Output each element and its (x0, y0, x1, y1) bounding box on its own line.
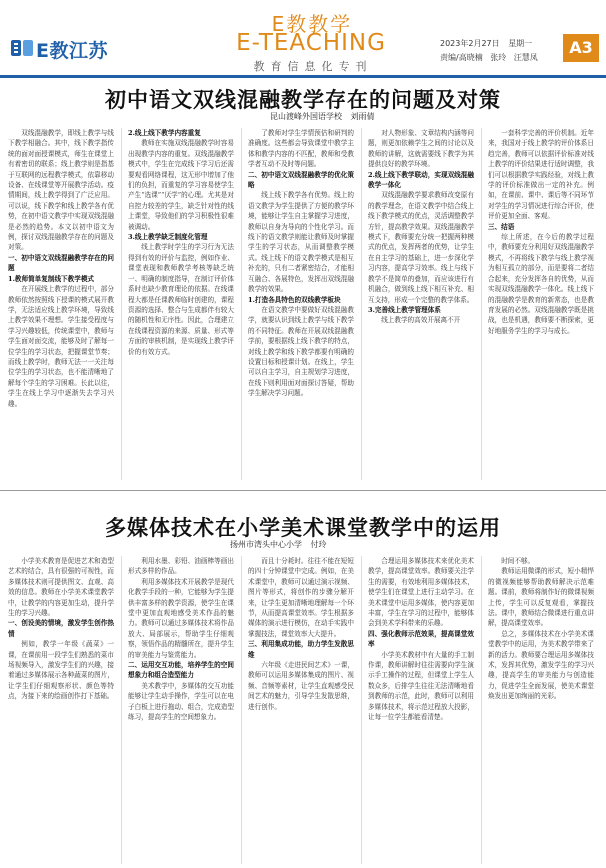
paragraph: 教师运用微课的形式，短小精悍的微视频能够帮助教师解决示范难题。课前，教师将制作好的微课视频上传，学生可以反复观看，掌握技法。课中，教师结合微课进行重点讲解，提高课堂效率。 (488, 567, 594, 628)
section-heading: 二、运用交互功能，培养学生的空间想象力和组合造型能力 (128, 661, 234, 680)
article1-school: 昆山渡峰外国语学校 (270, 112, 342, 121)
article2-column-1 (8, 556, 114, 864)
article2-column-3 (248, 556, 354, 864)
section-heading: 2.线上线下教学联动，实现双线混融教学一体化 (368, 170, 474, 190)
column-separator (121, 556, 122, 864)
section-heading: 一、创设美的情境，激发学生创作热情 (8, 619, 114, 638)
paragraph: 线上教学时学生的学习行为无法得到有效的评价与监控，例如作业、课堂表现和教师教学考核等缺乏统一、明确的制度指导，在制订评价体系时也缺少教育理论的依据。在线课程大都是任课教师临时创建的，课程资源的选择、整合与生成都伴有较大的随机性和无序性。因此，合理建立在线课程资源的来源、质量、形式等方面的审核机制，是实现线上教学评价的有效方式。 (128, 243, 234, 356)
section-heading: 三、利用集成功能，助力学生发散思维 (248, 640, 354, 659)
paragraph: 在语文教学中要做好双线混融教学，就要认识到线上教学与线下教学的不同特征。教师在开展双线混融教学前，要根据线上线下教学的特点，对线上教学和线下教学都要有明确的设置目标和授课计划。在线上，学生可以自主学习，自主规划学习进度，在线下则利用面对面探讨答疑，帮助学生解决学习问题。 (248, 305, 354, 398)
section-heading: 3.线上教学缺乏制度化管理 (128, 233, 208, 242)
article1-author: 刘雨倩 (350, 112, 375, 121)
column-separator (481, 556, 482, 864)
column-separator (361, 556, 362, 864)
article2-author: 付玲 (310, 540, 327, 549)
section-heading: 2.线上线下教学内容重复 (128, 129, 201, 137)
section-heading: 一、初中语文双线混融教学存在的问题 (8, 253, 114, 273)
column-separator (241, 128, 242, 480)
paragraph: 小学美术教育是促进艺术和造型艺术的结合，具有很强的可视性，而多媒体技术则可提供图文、直观、高效的信息。教师在小学美术课堂教学中，让教学的内容更加生动，提升学生的学习兴趣。 (8, 557, 114, 618)
header-rule (0, 75, 606, 78)
editor-1: 责编/高晓楠 (440, 53, 483, 62)
masthead-en: E-TEACHING (236, 30, 386, 56)
paragraph: 而且十分耗时。往往不能在短短的四十分钟课堂中完成。例如，在美术课堂中，教师可以通过演示视频、图片等形式，将创作的步骤分解开来，让学生更加清晰地理解每一个环节，从而提高课堂效率。学生根据多媒体的演示进行模仿，在动手实践中掌握技法，课堂效率大大提升。 (248, 557, 354, 638)
paragraph: 美术教学中，多媒体的交互功能能够让学生动手操作，学生可以在电子白板上进行拖动、组合，完成造型练习，提高学生的空间想象力。 (128, 681, 234, 722)
issue-date (440, 38, 538, 49)
section-heading: 1.打造各具特色的双线教学板块 (248, 295, 341, 304)
paragraph: 例如，教学一年级《蔬菜》一课，在课前用一段学生们熟悉的菜市场视频导入，激发学生们的兴趣，接着通过多媒体展示各种蔬菜的图片，让学生们仔细观察形状、颜色等特点，为接下来的绘画创作打下基础。 (8, 640, 114, 701)
paragraph: 合理运用多媒体技术来优化美术教学，提高课堂效率。教师要关注学生的需要，有效地利用多媒体技术，使学生们在课堂上进行主动学习。在美术课堂中运用多媒体，使内容更加丰富，学生在学习的过程中，能够体会到美术学科带来的乐趣。 (368, 557, 474, 628)
page-number-badge: A3 (563, 34, 599, 62)
column-separator (481, 128, 482, 480)
article1-column-2 (128, 128, 234, 480)
masthead-cn: E教教学 (271, 12, 353, 36)
article2-title: 多媒体技术在小学美术课堂教学中的运用 (105, 516, 501, 540)
column-separator (361, 128, 362, 480)
paragraph: 六年级《走进民间艺术》一课，教师可以运用多媒体集成的图片、视频、音频等素材，让学生直观感受民间艺术的魅力，引导学生发散思维，进行创作。 (248, 661, 354, 711)
section-heading: 二、初中语文双线混融教学的优化策略 (248, 170, 354, 190)
logo-icon (10, 38, 34, 58)
column-separator (121, 128, 122, 480)
page-header (0, 0, 606, 78)
paragraph: 综上所述，在今后的教学过程中，教师要充分利用好双线混融教学模式，不再将线下教学与线上教学视为相互孤立的部分，而是要将二者结合起来，充分发挥各自的优势，从而实现双线混融教学一体化。线上线下的混融教学是教育的新常态，也是教育发展的必然。双线混融教学既是挑战，也是机遇，教师要不断探索，更好地服务学生的学习与成长。 (488, 233, 594, 335)
article2-column-5 (488, 556, 594, 864)
editor-2: 张玲 (490, 53, 507, 62)
paragraph: 对人物形象、文章结构内涵等问题，则更加依赖学生之间的讨论以及教师的讲解，这就需要线下教学为其提供良好的教学环境。 (368, 129, 474, 169)
article1-column-1 (8, 128, 114, 480)
section-heading: 三、结语 (488, 222, 515, 231)
article2-column-2 (128, 556, 234, 864)
paragraph: 了教师对学生学情预估和研判的准确度。这些都会导致课堂中教学主体和教学内容的不匹配，教师和受教学者互动不及时等问题。 (248, 129, 354, 169)
masthead-subtitle: 教育信息化专刊 (253, 60, 373, 73)
date-text: 2023年2月27日 (440, 39, 500, 48)
article2-school: 扬州市湾头中心小学 (230, 540, 302, 549)
article1-byline (270, 111, 381, 122)
logo-text: E教江苏 (36, 40, 108, 62)
paragraph: 在开展线上教学的过程中，部分教师依然按照线下授课的模式展开教学，无法适应线上教学环境，导致线上教学效果不理想。学生接受程度与学习兴趣较低，传统课堂中，教师与学生面对面交流，能够及时了解每一位学生的学习状态，把握课堂节奏；而线上教学时，教师无法一一关注每位学生的学习状态，也不能清晰地了解每个学生的学习困难。长此以往，学生在线上学习中逐渐失去学习兴趣。 (8, 285, 114, 408)
section-heading: 四、强化教师示范效果，提高课堂效率 (368, 629, 474, 649)
paragraph: 小学美术教材中有大量的手工制作课，教师讲解时往往需要向学生演示手工操作的过程，但课堂上学生人数众多，后排学生往往无法清晰地看到教师的示范，此时，教师可以利用多媒体技术，将示范过程放大投影，让每一位学生都能看清楚。 (368, 650, 474, 722)
section-heading: 1.教师简单复制线下教学模式 (8, 274, 95, 283)
article1-column-3 (248, 128, 354, 480)
paragraph: 教师在实施双线混融教学时容易出现教学内容的重复。双线混融教学模式中，学生在完成线下学习后还需要观看网络课程，这无形中增加了他们的负担，而重复的学习容易使学生产生“选课”“厌学”的心理。尤其是对自控力较差的学生，缺乏针对性的线上课堂，导致他们的学习积极性很难被调动。 (128, 139, 234, 231)
article1-title: 初中语文双线混融教学存在的问题及对策 (105, 88, 501, 112)
paragraph: 总之，多媒体技术在小学美术课堂教学中的运用，为美术教学带来了新的活力。教师要合理运用多媒体技术，发挥其优势，激发学生的学习兴趣，提高学生的审美能力与创造能力，促进学生全面发展，使美术课堂焕发出更加绚丽的光彩。 (488, 629, 594, 701)
paragraph: 双线混融教学要求教师改变原有的教学理念，在语文教学中结合线上线下教学模式的优点，灵活调整教学方针，提高教学效果。双线混融教学模式下，教师要充分统一把握两种模式的优点，发挥两者的优势，让学生在自主学习的基础上，进一步深化学习内容，提高学习效率。线上与线下教学不是简单的叠加，而应该进行有机融合，做到线上线下相互补充、相互支持，形成一个完整的教学体系。 (368, 191, 474, 304)
article1-column-5 (488, 128, 594, 480)
article1-column-4 (368, 128, 474, 480)
paragraph: 线上线下教学各有优势。线上的语文教学为学生提供了方便的教学环境，能够让学生自主掌握学习进度，教师以自身为导向的个性化学习。而线下的语文教学则能让教师及时掌握学生的学习状态，从而调整教学模式。线上线下的语文教学模式是相互补充的，只有二者紧密结合，才能相互融合、各展特色，发挥出双线混融教学的效果。 (248, 191, 354, 294)
column-separator (241, 556, 242, 864)
article2-byline (230, 539, 333, 550)
section-heading: 3.完善线上教学管理体系 (368, 305, 441, 314)
article-divider (0, 490, 606, 491)
editors-line (440, 52, 543, 63)
paragraph: 利用水墨、彩铅、油画棒等画出形式多样的作品。 (128, 557, 234, 576)
paragraph: 双线混融教学，即线上教学与线下教学相融合。其中，线下教学指传统的面对面授课模式，师生在课堂上有着密切的联系；线上教学则是指基于互联网的远程教学模式，依靠移动设备、在线课堂等开展教学活动。疫情期间，线上教学得到了广泛应用。可以说，线下教学和线上教学各有优势，在初中语文教学中实现双线混融是必然的趋势。本文以初中语文为例，探讨双线混融教学存在的问题及对策。 (8, 129, 114, 252)
paragraph: 利用多媒体技术开展教学是现代化教学手段的一种，它能够为学生提供丰富多样的教学资源，使学生在课堂中更加直观地感受美术作品的魅力。教师可以通过多媒体技术将作品放大、局部展示，帮助学生仔细观察，领悟作品的精髓所在，提升学生的审美能力与鉴赏能力。 (128, 577, 234, 659)
editor-3: 汪慧凤 (513, 53, 538, 62)
paragraph: 时间不够。 (501, 557, 535, 565)
article2-column-4 (368, 556, 474, 864)
paragraph: 一套科学完善的评价机制。近年来，我国对于线上教学的评价体系日趋完善，教师可以依据评价标准对线上教学的评价结果进行适时调整，我们可以根据教学实践经验，对线上教学的评价标准做出一定的补充。例如，在课前、课中、课后等不同环节对学生的学习情况进行综合评价，使评价更加全面、客观。 (488, 129, 594, 221)
paragraph: 线上教学的高效开展离不开 (381, 316, 461, 325)
weekday-text: 星期一 (508, 39, 533, 48)
